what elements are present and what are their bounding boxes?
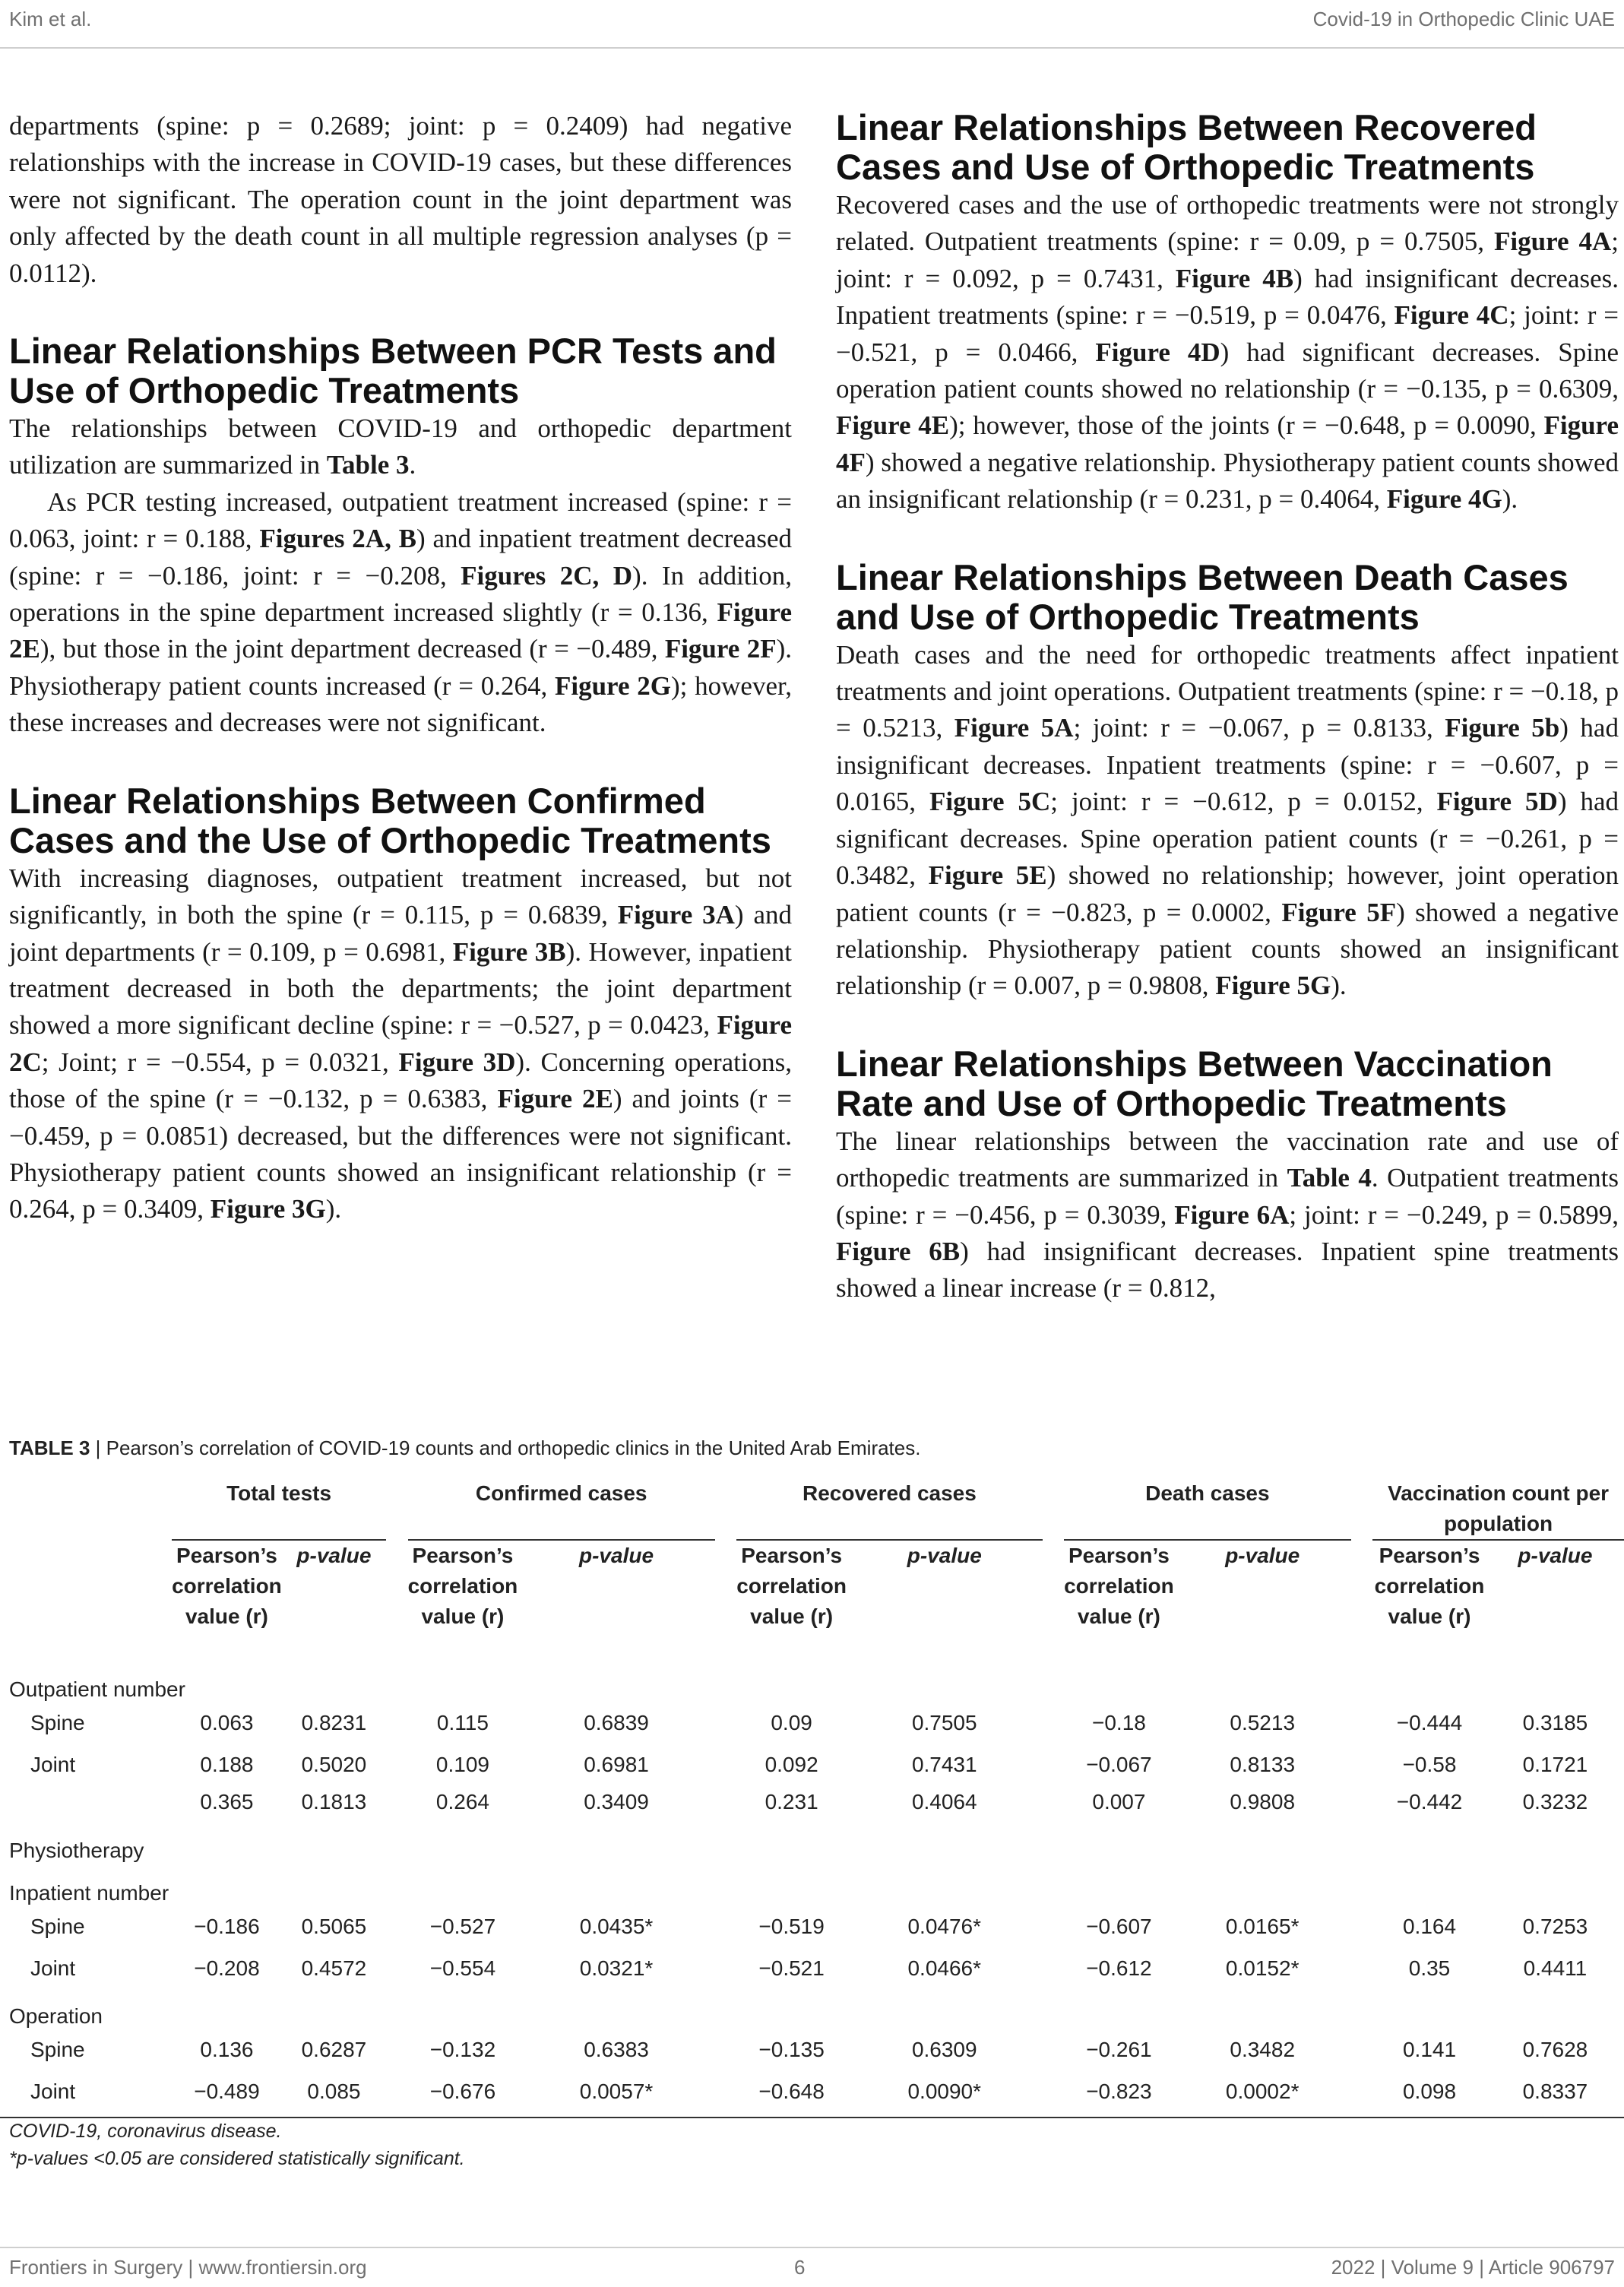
col-group-total-tests: Total tests [172, 1478, 386, 1540]
cell-p-value: 0.3232 [1522, 1790, 1588, 1813]
cell-pearson-r: 0.231 [765, 1790, 818, 1813]
cell-p-value: 0.5213 [1230, 1710, 1296, 1734]
correlation-table [0, 1478, 1624, 2118]
cell-p-value: 0.0165* [1225, 1914, 1300, 1938]
paragraph: With increasing diagnoses, outpatient treatment increased, but not significantly, in both the spine (r = 0.115, p = 0.6839, Figure 3A) and joint departments (r = 0.109, p = 0.6981, Figure 3B). However, inpatient treatment decreased in both the departments; the joint department showed a more significant decline (spine: r = −0.527, p = 0.0423, Figure 2C; Joint; r = −0.554, p = 0.0321, Figure 3D). Concerning operations, those of the spine (r = −0.132, p = 0.6383, Figure 2E) and joints (r = −0.459, p = 0.0851) decreased, but the differences were not significant. Physiotherapy patient counts showed an insignificant relationship (r = 0.264, p = 0.3409, Figure 3G). [9, 863, 793, 1224]
table-row [0, 1785, 1624, 1866]
cell-pearson-r: 0.141 [1402, 2037, 1457, 2061]
cell-pearson-r: −0.261 [1086, 2037, 1152, 2061]
cell-p-value: 0.3482 [1230, 2037, 1296, 2061]
cell-p-value: 0.0002* [1174, 2070, 1351, 2118]
col-pearson: Pearson’s correlation value (r) [1064, 1544, 1174, 1628]
cell-p-value: 0.8231 [301, 1710, 367, 1734]
cell-p-value: 0.7431 [911, 1752, 977, 1776]
figure-ref[interactable]: Figure 4E [836, 410, 950, 441]
cell-pearson-r: −0.444 [1396, 1710, 1463, 1734]
column-gap [386, 1947, 408, 1989]
table-row [0, 1905, 1624, 1947]
table-row [0, 1744, 1624, 1785]
column-gap [1043, 1905, 1065, 1947]
cell-pearson-r: 0.007 [1092, 1790, 1146, 1813]
section-label-outpatient: Outpatient number [9, 1677, 185, 1701]
paragraph: The linear relationships between the vaccination rate and use of orthopedic treatments are summarized in Table 4. Outpatient treatments (spine: r = −0.456, p = 0.3039, Figure 6A; joint: r = −0.249, p = 0.5899, Figure 6B) had insignificant decreases. Inpatient spine treatments showed a linear increase (r = 0.812, [836, 1126, 1619, 1303]
figure-ref[interactable]: Figure 5b [1445, 713, 1560, 743]
cell-p-value: 0.5020 [301, 1752, 367, 1776]
cell-p-value: 0.6287 [301, 2037, 367, 2061]
running-header [0, 0, 1624, 40]
column-gap [715, 1702, 737, 1744]
cell-p-value: 0.1813 [301, 1790, 367, 1813]
figure-ref[interactable]: Figure 5D [1436, 787, 1558, 817]
cell-p-value: 0.0152* [1225, 1956, 1300, 1980]
cell-pearson-r: −0.607 [1086, 1914, 1152, 1938]
cell-pearson-r: −0.612 [1086, 1956, 1152, 1980]
column-gap [1043, 1947, 1065, 1989]
cell-pearson-r: −0.132 [429, 2037, 496, 2061]
table-row [0, 1702, 1624, 1744]
table-section-row [0, 1866, 1624, 1905]
col-group-confirmed-cases: Confirmed cases [408, 1478, 715, 1540]
table-row [0, 2029, 1624, 2070]
figure-ref[interactable]: Figure 3D [398, 1047, 516, 1077]
cell-p-value: 0.0466* [907, 1956, 982, 1980]
figure-ref[interactable]: Figure 4C [1394, 300, 1509, 331]
paragraph: Recovered cases and the use of orthopedic treatments were not strongly related. Outpatient treatments (spine: r = 0.09, p = 0.7505, Figure 4A; joint: r = 0.092, p = 0.7431, Figure 4B) had insignificant decreases. Inpatient treatments (spine: r = −0.519, p = 0.0476, Figure 4C; joint: r = −0.521, p = 0.0466, Figure 4D) had significant decreases. Spine operation patient counts showed no relationship (r = −0.135, p = 0.6309, Figure 4E); however, those of the joints (r = −0.648, p = 0.0090, Figure 4F) showed a negative relationship. Physiotherapy patient counts showed an insignificant relationship (r = 0.231, p = 0.4064, Figure 4G). [836, 190, 1619, 515]
col-p-value: p-value [579, 1544, 654, 1567]
cell-p-value: 0.085 [282, 2070, 386, 2118]
footer-rule [0, 2247, 1624, 2248]
cell-p-value: 0.7628 [1522, 2037, 1588, 2061]
figure-ref[interactable]: Figures 2C, D [461, 560, 633, 591]
cell-p-value: 0.0476* [907, 1914, 982, 1938]
cell-pearson-r: −0.489 [172, 2070, 282, 2118]
figure-ref[interactable]: Figure 2E [9, 597, 792, 664]
cell-p-value: 0.5065 [301, 1914, 367, 1938]
cell-p-value: 0.7253 [1522, 1914, 1588, 1938]
cell-p-value: 0.7505 [911, 1710, 977, 1734]
column-gap [1043, 1785, 1065, 1866]
header-title: Covid-19 in Orthopedic Clinic UAE [1312, 8, 1615, 30]
figure-ref[interactable]: Figure 6A [1174, 1199, 1290, 1230]
paragraph: The relationships between COVID-19 and orthopedic department utilization are summarized in Table 3. [9, 413, 792, 480]
column-gap [386, 1744, 408, 1785]
cell-pearson-r: −0.823 [1064, 2070, 1174, 2118]
section-heading-death: Linear Relationships Between Death Cases and Use of Orthopedic Treatments [836, 556, 1569, 637]
figure-ref[interactable]: Figure 6B [836, 1236, 961, 1266]
column-gap [386, 1702, 408, 1744]
table-group-header [0, 1478, 1624, 1540]
column-gap [1351, 2070, 1373, 2118]
footer-page-number: 6 [794, 2256, 806, 2279]
figure-ref[interactable]: Figure 3G [210, 1194, 326, 1224]
paragraph: Death cases and the need for orthopedic treatments affect inpatient treatments and joint operations. Outpatient treatments (spine: r = −0.18, p = 0.5213, Figure 5A; joint: r = −0.067, p = 0.8133, Figure 5b) had insignificant decreases. Inpatient treatments (spine: r = −0.607, p = 0.0165, Figure 5C; joint: r = −0.612, p = 0.0152, Figure 5D) had significant decreases. Spine operation patient counts (r = −0.261, p = 0.3482, Figure 5E) showed no relationship; however, joint operation patient counts (r = −0.823, p = 0.0002, Figure 5F) showed a negative relationship. Physiotherapy patient counts showed an insignificant relationship (r = 0.007, p = 0.9808, Figure 5G). [836, 639, 1619, 1001]
footer-journal[interactable]: Frontiers in Surgery | www.frontiersin.org [9, 2256, 367, 2279]
section-label-inpatient: Inpatient number [9, 1881, 169, 1905]
footer-citation: 2022 | Volume 9 | Article 906797 [1331, 2256, 1615, 2279]
cell-pearson-r: −0.648 [736, 2070, 847, 2118]
col-pearson: Pearson’s correlation value (r) [407, 1544, 518, 1628]
figure-ref[interactable]: Figure 5G [1215, 971, 1331, 1001]
cell-pearson-r: −0.442 [1396, 1790, 1463, 1813]
figure-ref[interactable]: Figure 2F [664, 634, 777, 664]
col-pearson: Pearson’s correlation value (r) [1374, 1544, 1485, 1628]
row-label: Joint [0, 2070, 172, 2118]
row-label: Spine [30, 2037, 85, 2061]
row-label: Joint [30, 1956, 76, 1980]
figure-ref[interactable]: Figure 2E [497, 1084, 613, 1114]
cell-pearson-r: 0.188 [200, 1752, 254, 1776]
figure-ref[interactable]: Figure 5C [929, 787, 1051, 817]
column-gap [715, 1785, 737, 1866]
col-group-death-cases: Death cases [1064, 1478, 1351, 1540]
cell-pearson-r: 0.098 [1372, 2070, 1486, 2118]
cell-pearson-r: 0.136 [200, 2037, 254, 2061]
section-heading-pcr: Linear Relationships Between PCR Tests and Use of Orthopedic Treatments [9, 331, 777, 411]
row-label: Joint [30, 1752, 76, 1776]
section-heading-vaccination: Linear Relationships Between Vaccination Rate and Use of Orthopedic Treatments [836, 1043, 1553, 1123]
cell-pearson-r: −0.067 [1086, 1752, 1152, 1776]
figure-ref[interactable]: Figure 4B [1175, 263, 1294, 293]
cell-pearson-r: 0.35 [1408, 1956, 1451, 1980]
figure-ref[interactable]: Figure 4A [1494, 226, 1612, 257]
column-gap [1043, 2029, 1065, 2070]
col-p-value: p-value [1225, 1544, 1300, 1567]
cell-p-value: 0.6839 [584, 1710, 649, 1734]
cell-pearson-r: −0.58 [1402, 1752, 1457, 1776]
cell-p-value: 0.0057* [518, 2070, 714, 2118]
column-gap [715, 1947, 737, 1989]
figure-ref[interactable]: Figures 2A, B [259, 524, 416, 554]
cell-p-value: 0.3409 [584, 1790, 649, 1813]
table-sub-header [0, 1540, 1624, 1662]
column-gap [386, 2070, 408, 2118]
column-gap [386, 2029, 408, 2070]
section-heading-confirmed: Linear Relationships Between Confirmed Cases and the Use of Orthopedic Treatments [9, 780, 771, 860]
cell-p-value: 0.1721 [1522, 1752, 1588, 1776]
column-gap [1351, 1947, 1373, 1989]
cell-p-value: 0.0090* [847, 2070, 1043, 2118]
table-section-row [0, 1662, 1624, 1702]
col-p-value: p-value [296, 1544, 372, 1567]
cell-p-value: 0.8337 [1486, 2070, 1624, 2118]
column-gap [1351, 1785, 1373, 1866]
cell-p-value: 0.4064 [911, 1790, 977, 1813]
cell-pearson-r: 0.092 [765, 1752, 818, 1776]
cell-pearson-r: 0.264 [435, 1790, 489, 1813]
cell-p-value: 0.4411 [1523, 1956, 1588, 1980]
figure-ref[interactable]: Figure 2C [9, 1010, 792, 1077]
cell-pearson-r: −0.527 [429, 1914, 496, 1938]
col-pearson: Pearson’s correlation value (r) [736, 1544, 847, 1628]
cell-p-value: 0.6383 [584, 2037, 649, 2061]
cell-pearson-r: −0.18 [1091, 1710, 1146, 1734]
cell-pearson-r: −0.521 [758, 1956, 825, 1980]
cell-pearson-r: 0.09 [771, 1710, 812, 1734]
figure-ref[interactable]: Figure 5F [1281, 897, 1397, 927]
row-label: Physiotherapy [9, 1839, 144, 1862]
column-gap [1351, 2029, 1373, 2070]
table-section-row [0, 1989, 1624, 2029]
figure-ref[interactable]: Figure 2G [554, 670, 671, 701]
row-label: Spine [30, 1914, 85, 1938]
cell-pearson-r: 0.164 [1402, 1914, 1457, 1938]
table-footnote-abbrev: COVID-19, coronavirus disease. [9, 2121, 282, 2142]
figure-ref[interactable]: Figure 4D [1095, 337, 1220, 367]
paragraph: As PCR testing increased, outpatient treatment increased (spine: r = 0.063, joint: r = 0.188, Figures 2A, B) and inpatient treatment decreased (spine: r = −0.186, joint: r = −0.208, Figures 2C, D). In addition, operations in the spine department increased slightly (r = 0.136, Figure 2E), but those in the joint department decreased (r = −0.489, Figure 2F). Physiotherapy patient counts increased (r = 0.264, Figure 2G); however, these increases and decreases were not significant. [9, 486, 793, 738]
table-row [0, 2070, 1624, 2118]
col-p-value: p-value [1518, 1544, 1593, 1567]
table-footnote-significance: *p-values <0.05 are considered statistically significant. [9, 2148, 465, 2169]
paragraph: departments (spine: p = 0.2689; joint: p = 0.2409) had negative relationships with the increase in COVID-19 cases, but these differences were not significant. The operation count in the joint department was only affected by the death count in all multiple regression analyses (p = 0.0112). [9, 111, 792, 288]
col-group-vaccination: Vaccination count per population [1372, 1478, 1624, 1540]
table-caption: TABLE 3 | Pearson’s correlation of COVID-19 counts and orthopedic clinics in the United Arab Emirates. [9, 1437, 921, 1459]
cell-pearson-r: −0.135 [758, 2037, 825, 2061]
col-pearson: Pearson’s correlation value (r) [172, 1544, 282, 1628]
cell-p-value: 0.0321* [579, 1956, 654, 1980]
right-column [836, 108, 1619, 1307]
cell-p-value: 0.3185 [1522, 1710, 1588, 1734]
left-column [9, 108, 792, 1228]
figure-ref[interactable]: Figure 3A [617, 900, 735, 930]
column-gap [1351, 1744, 1373, 1785]
column-gap [715, 1744, 737, 1785]
column-gap [715, 2029, 737, 2070]
table-row [0, 1947, 1624, 1989]
column-gap [1043, 1702, 1065, 1744]
cell-p-value: 0.6981 [584, 1752, 649, 1776]
column-gap [386, 1785, 408, 1866]
cell-p-value: 0.0435* [579, 1914, 654, 1938]
figure-ref[interactable]: Figure 5E [928, 860, 1047, 891]
cell-pearson-r: −0.519 [758, 1914, 825, 1938]
figure-ref[interactable]: Figure 3B [452, 936, 566, 967]
column-gap [1351, 1702, 1373, 1744]
table-label: TABLE 3 [9, 1437, 90, 1459]
column-gap [715, 1905, 737, 1947]
cell-pearson-r: −0.676 [408, 2070, 518, 2118]
cell-p-value: 0.9808 [1230, 1790, 1296, 1813]
cell-p-value: 0.6309 [911, 2037, 977, 2061]
col-p-value: p-value [907, 1544, 982, 1567]
column-gap [715, 2070, 737, 2118]
figure-ref[interactable]: Figure 4G [1386, 484, 1502, 515]
cell-pearson-r: 0.109 [435, 1752, 489, 1776]
column-gap [1043, 1744, 1065, 1785]
header-rule [0, 47, 1624, 49]
cell-pearson-r: −0.554 [429, 1956, 496, 1980]
section-label-operation: Operation [9, 2004, 103, 2028]
table-ref[interactable]: Table 3 [326, 450, 410, 480]
table-ref[interactable]: Table 4 [1287, 1163, 1372, 1193]
cell-pearson-r: 0.063 [200, 1710, 254, 1734]
cell-pearson-r: 0.115 [436, 1710, 489, 1734]
section-heading-recovered: Linear Relationships Between Recovered Cases and Use of Orthopedic Treatments [836, 107, 1537, 187]
figure-ref[interactable]: Figure 4F [836, 410, 1619, 477]
cell-pearson-r: −0.208 [194, 1956, 260, 1980]
column-gap [1043, 2070, 1065, 2118]
column-gap [386, 1905, 408, 1947]
header-authors: Kim et al. [9, 8, 92, 30]
figure-ref[interactable]: Figure 5A [954, 713, 1074, 743]
row-label: Spine [30, 1710, 85, 1734]
column-gap [1351, 1905, 1373, 1947]
cell-p-value: 0.8133 [1230, 1752, 1296, 1776]
col-group-recovered-cases: Recovered cases [736, 1478, 1042, 1540]
cell-p-value: 0.4572 [301, 1956, 367, 1980]
cell-pearson-r: −0.186 [194, 1914, 260, 1938]
cell-pearson-r: 0.365 [200, 1790, 254, 1813]
